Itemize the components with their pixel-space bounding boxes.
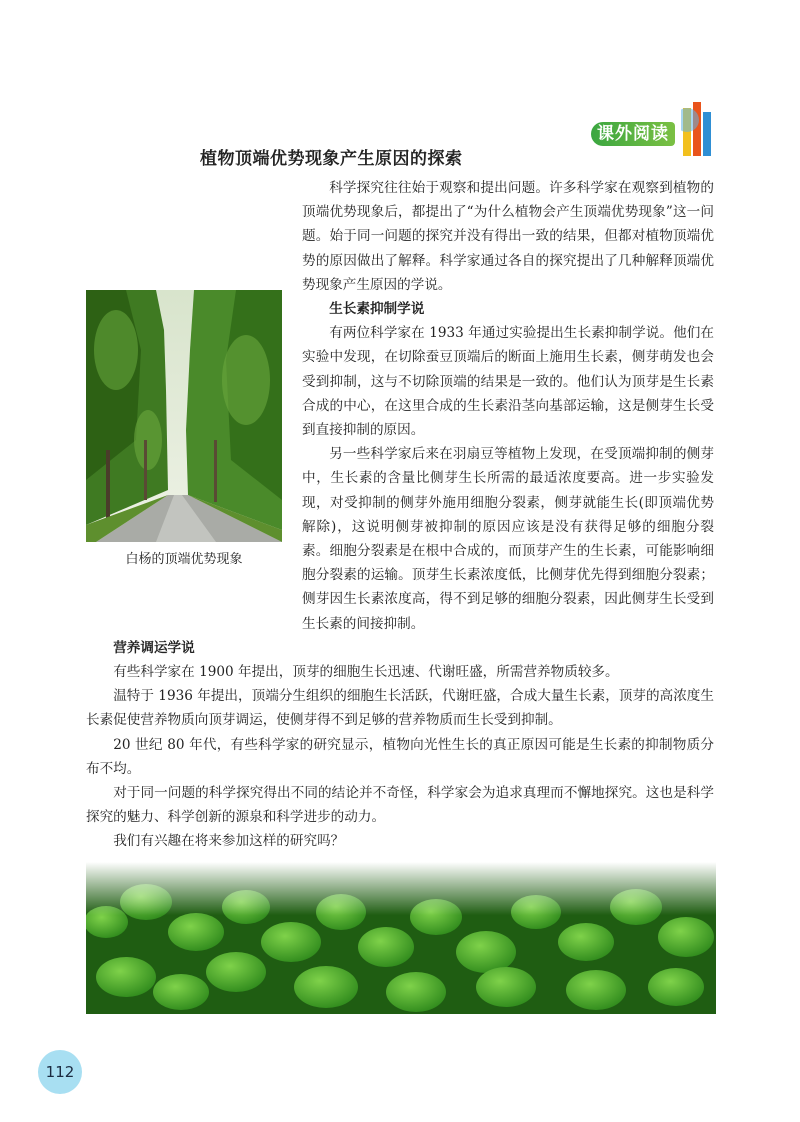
closing-question: 我们有兴趣在将来参加这样的研究吗？ — [113, 833, 345, 850]
extracurricular-reading-badge — [585, 98, 720, 160]
paragraph-conclusion: 对于同一问题的科学探究得出不同的结论并不奇怪，科学家会为追求真理而不懈地探究。这也是科学探究的魅力、科学创新的源泉和科学进步的动力。 — [86, 785, 714, 826]
section-heading-nutrient-transport: 营养调运学说 — [113, 639, 195, 656]
paragraph-went-1936: 温特于 1936 年提出，顶端分生组织的细胞生长活跃，代谢旺盛，合成大量生长素，顶芽的高浓度生长素促使营养物质向顶芽调运，使侧芽得不到足够的营养物质而生长受到抑制。 — [86, 688, 714, 729]
paragraph-1980s: 20 世纪 80 年代，有些科学家的研究显示，植物向光性生长的真正原因可能是生长素的抑制物质分布不均。 — [86, 736, 714, 777]
intro-paragraph: 科学探究往往始于观察和提出问题。许多科学家在观察到植物的顶端优势现象后，都提出了“为什么植物会产生顶端优势现象”这一问题。始于同一问题的探究并没有得出一致的结果，但都对植物顶端优势的原因做出了解释。科学家通过各自的探究提出了几种解释顶端优势现象产生原因的学说。 — [302, 180, 714, 293]
books-icon — [681, 98, 717, 158]
clover-leaves-image — [86, 862, 716, 1014]
paragraph-1900: 有些科学家在 1900 年提出，顶芽的细胞生长迅速、代谢旺盛，所需营养物质较多。 — [113, 664, 619, 681]
article-title: 植物顶端优势现象产生原因的探索 — [200, 149, 463, 169]
badge-label: 课外阅读 — [591, 122, 675, 146]
poplar-road-photo — [86, 290, 282, 542]
photo-caption: 白杨的顶端优势现象 — [125, 552, 243, 567]
page-number: 112 — [38, 1050, 82, 1094]
paragraph-cytokinin: 另一些科学家后来在羽扇豆等植物上发现，在受顶端抑制的侧芽中，生长素的含量比侧芽生长所需的最适浓度要高。进一步实验发现，对受抑制的侧芽外施用细胞分裂素，侧芽就能生长(即顶端优势解除)，这说明侧芽被抑制的原因应该是没有获得足够的细胞分裂素。细胞分裂素是在根中合成的，而顶芽产生的生长素，可能影响细胞分裂素的运输。顶芽生长素浓度低，比侧芽优先得到细胞分裂素；侧芽因生长素浓度高，得不到足够的细胞分裂素，因此侧芽生长受到生长素的间接抑制。 — [302, 446, 714, 632]
section-heading-auxin-inhibition: 生长素抑制学说 — [329, 301, 425, 318]
paragraph-auxin-1933: 有两位科学家在 1933 年通过实验提出生长素抑制学说。他们在实验中发现，在切除蚕豆顶端后的断面上施用生长素，侧芽萌发也会受到抑制，这与不切除顶端的结果是一致的。他们认为顶芽是生长素合成的中心，在这里合成的生长素沿茎向基部运输，这是侧芽生长受到直接抑制的原因。 — [302, 325, 714, 439]
